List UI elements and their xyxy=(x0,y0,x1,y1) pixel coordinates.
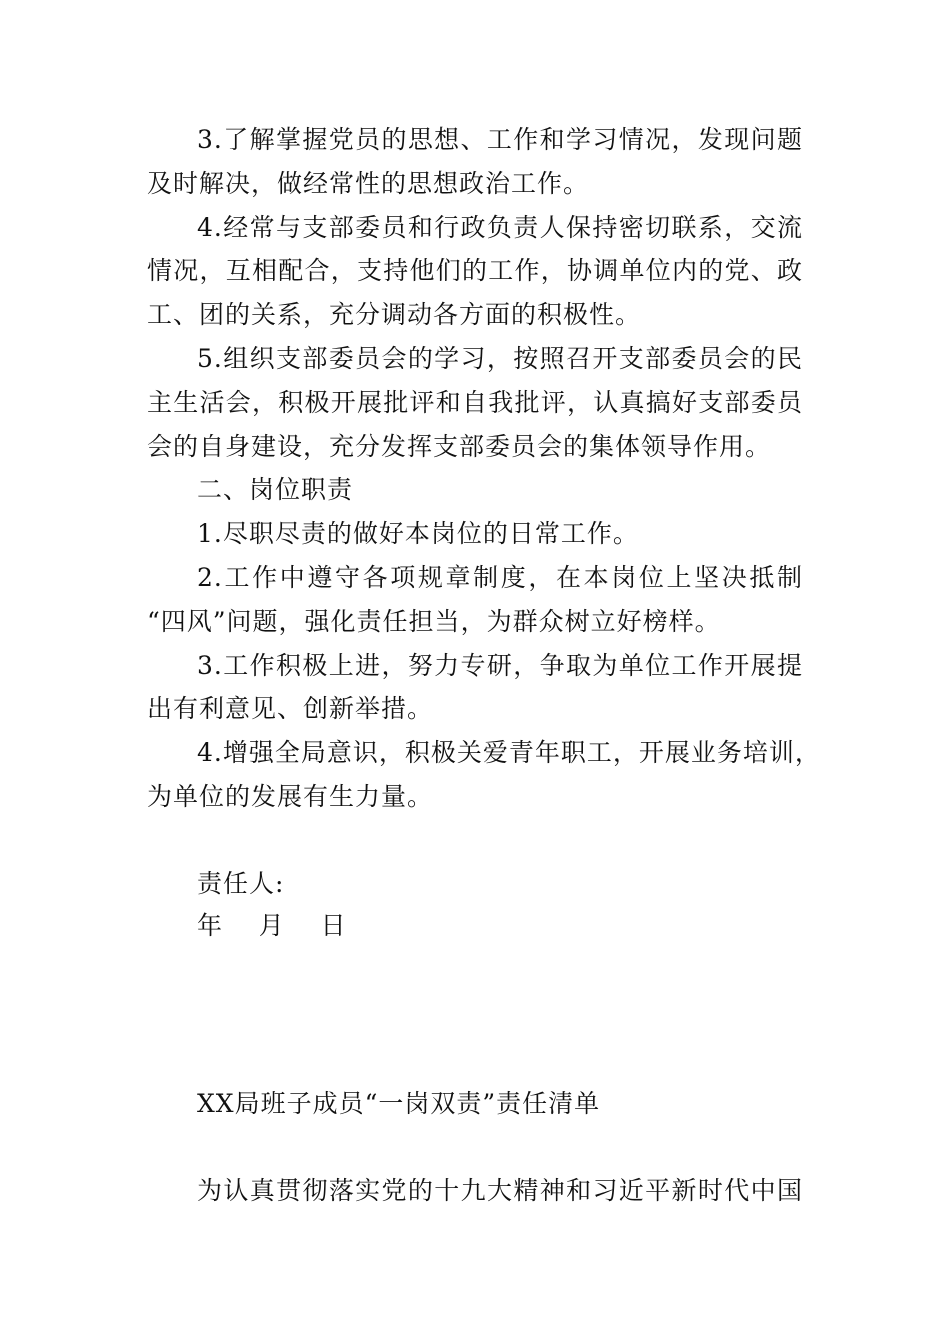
paragraph-line: 4.经常与支部委员和行政负责人保持密切联系，交流 xyxy=(197,213,803,242)
paragraph-line: 及时解决，做经常性的思想政治工作。 xyxy=(147,169,590,198)
paragraph-line: 为单位的发展有生力量。 xyxy=(147,782,434,811)
paragraph-line: 为认真贯彻落实党的十九大精神和习近平新时代中国 xyxy=(197,1176,803,1205)
paragraph-line: “四风”问题，强化责任担当，为群众树立好榜样。 xyxy=(147,607,721,636)
paragraph-line: 情况，互相配合，支持他们的工作，协调单位内的党、政 xyxy=(147,256,803,285)
paragraph-line: 2.工作中遵守各项规章制度，在本岗位上坚决抵制 xyxy=(197,563,803,592)
paragraph-line: 5.组织支部委员会的学习，按照召开支部委员会的民 xyxy=(197,344,803,373)
paragraph-line: 3.了解掌握党员的思想、工作和学习情况，发现问题 xyxy=(197,125,803,154)
paragraph-line: 出有利意见、创新举措。 xyxy=(147,694,434,723)
paragraph-line: 3.工作积极上进，努力专研，争取为单位工作开展提 xyxy=(197,651,803,680)
paragraph-line: 1.尽职尽责的做好本岗位的日常工作。 xyxy=(197,519,639,548)
list-title: XX局班子成员“一岗双责”责任清单 xyxy=(197,1089,601,1118)
paragraph-line: 工、团的关系，充分调动各方面的积极性。 xyxy=(147,300,642,329)
paragraph-line: 主生活会，积极开展批评和自我批评，认真搞好支部委员 xyxy=(147,388,803,417)
paragraph-line: 会的自身建设，充分发挥支部委员会的集体领导作用。 xyxy=(147,432,772,461)
paragraph-line: 4.增强全局意识，积极关爱青年职工，开展业务培训， xyxy=(197,738,821,767)
section-heading: 二、岗位职责 xyxy=(197,475,354,504)
responsible-person-label: 责任人: xyxy=(197,869,285,898)
date-line: 年 月 日 xyxy=(197,911,347,940)
